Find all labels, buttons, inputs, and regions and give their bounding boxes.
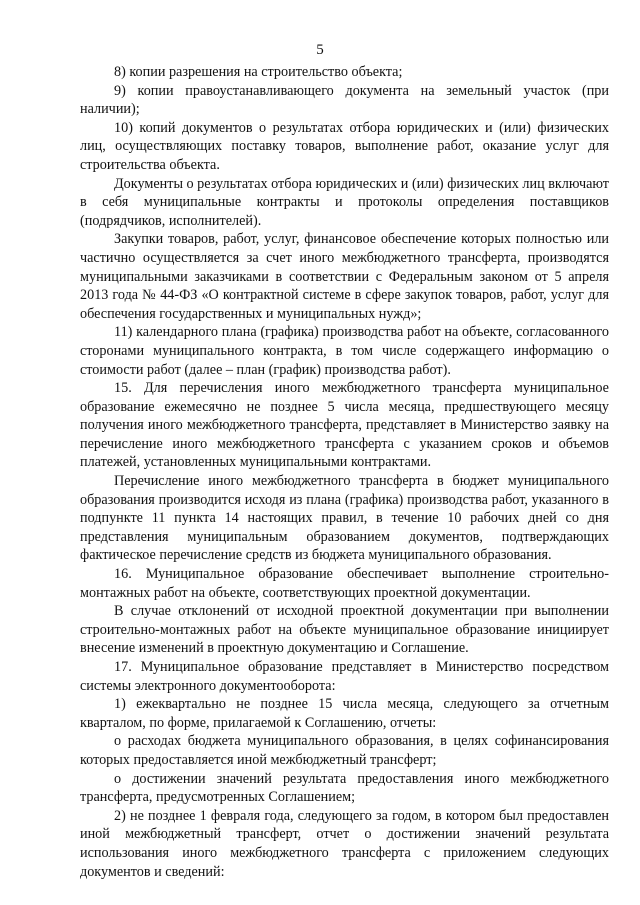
paragraph-item-11: 11) календарного плана (графика) производства работ на объекте, согласованного сторонами муниципального контракта, в том числе содержащего информацию о стоимости работ (далее – план (график) производства работ).: [80, 324, 609, 378]
page-number: 5: [316, 42, 324, 58]
paragraph-section-15: 15. Для перечисления иного межбюджетного трансферта муниципальное образование ежемесячно не позднее 5 числа месяца, предшествующего месяцу получения иного межбюджетного трансферта, представляет в Министерство заявку на перечисление иного межбюджетного трансферта с указанием сроков и объемов платежей, установленных муниципальными контрактами.: [80, 380, 609, 471]
paragraph-annual-report: 2) не позднее 1 февраля года, следующего за годом, в котором был предоставлен иной межбюджетный трансферт, отчет о достижении значений результата использования иного межбюджетного трансферта с приложением следующих документов и сведений:: [80, 807, 609, 880]
paragraph-item-10: 10) копий документов о результатах отбора юридических и (или) физических лиц, осуществляющих поставку товаров, выполнение работ, оказание услуг для строительства объекта.: [80, 119, 609, 173]
paragraph-section-16: 16. Муниципальное образование обеспечивает выполнение строительно-монтажных работ на объекте, соответствующих проектной документации.: [80, 566, 609, 601]
paragraph-results-report: о достижении значений результата предоставления иного межбюджетного трансферта, предусмотренных Соглашением;: [80, 770, 609, 806]
paragraph-quarterly-reports: 1) ежеквартально не позднее 15 числа месяца, следующего за отчетным кварталом, по форме, прилагаемой к Соглашению, отчеты:: [80, 696, 609, 731]
paragraph-item-9: 9) копии правоустанавливающего документа на земельный участок (при наличии);: [80, 82, 609, 118]
paragraph-expenses-report: о расходах бюджета муниципального образования, в целях софинансирования которых предоставляется иной межбюджетный трансферт;: [80, 733, 609, 768]
paragraph-item-8: 8) копии разрешения на строительство объекта;: [114, 64, 403, 80]
paragraph-section-17: 17. Муниципальное образование представляет в Министерство посредством системы электронного документооборота:: [80, 659, 609, 694]
paragraph-procurement: Закупки товаров, работ, услуг, финансовое обеспечение которых полностью или частично осуществляется за счет иного межбюджетного трансферта, производятся муниципальными заказчиками в соответствии с Федеральным законом от 5 апреля 2013 года № 44-ФЗ «О контрактной системе в сфере закупок товаров, работ, услуг для обеспечения государственных и муниципальных нужд»;: [80, 231, 609, 322]
paragraph-selection-documents: Документы о результатах отбора юридических и (или) физических лиц включают в себя муниципальные контракты и протоколы определения поставщиков (подрядчиков, исполнителей).: [80, 175, 609, 229]
document-body: [80, 63, 609, 881]
paragraph-deviations: В случае отклонений от исходной проектной документации при выполнении строительно-монтажных работ на объекте муниципальное образование инициирует внесение изменений в проектную документацию и Соглашение.: [80, 603, 609, 657]
paragraph-transfer-payment: Перечисление иного межбюджетного трансферта в бюджет муниципального образования производится исходя из плана (графика) производства работ, указанного в подпункте 11 пункта 14 настоящих правил, в течение 10 рабочих дней со дня представления муниципальным образованием документов, подтверждающих фактическое перечисление средств из бюджета муниципального образования.: [80, 473, 609, 564]
